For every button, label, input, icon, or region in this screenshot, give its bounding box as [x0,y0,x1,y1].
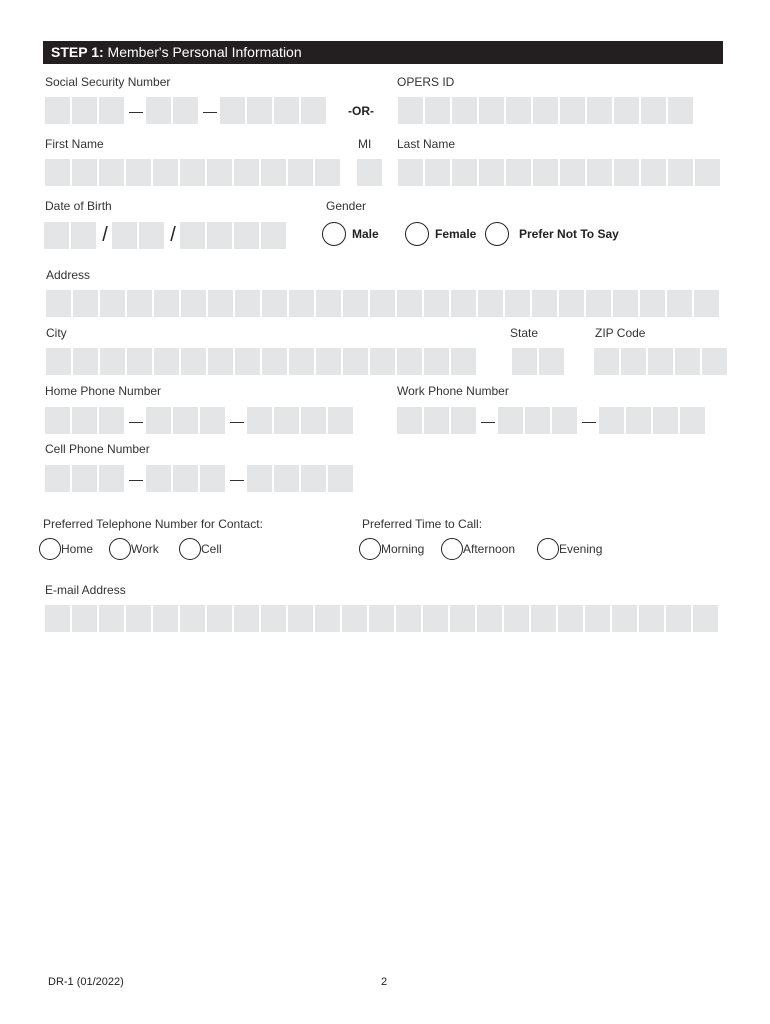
cell-phone-field[interactable] [45,465,355,492]
character-box[interactable] [450,605,475,632]
character-box[interactable] [72,605,97,632]
character-box[interactable] [451,348,476,375]
cell-phone-label: Cell Phone Number [45,442,150,456]
character-box[interactable] [477,605,502,632]
character-box[interactable] [289,290,314,317]
character-box[interactable] [675,348,700,375]
section-title: Member's Personal Information [107,44,302,60]
character-box[interactable] [100,290,125,317]
character-box[interactable] [274,407,299,434]
or-separator: -OR- [348,104,374,118]
last-name-label: Last Name [397,137,456,151]
character-box[interactable] [234,222,259,249]
character-box[interactable] [505,290,530,317]
radio-cell[interactable] [179,538,201,560]
time-afternoon-label: Afternoon [463,542,516,556]
city-field[interactable] [46,348,478,375]
character-box[interactable] [200,465,225,492]
preferred-contact-label: Preferred Telephone Number for Contact: [43,517,263,531]
character-box[interactable] [220,97,245,124]
page-number: 2 [381,976,388,988]
dash-separator: — [129,412,143,429]
state-label: State [510,326,539,340]
character-box[interactable] [702,348,727,375]
step-number: STEP 1: [51,44,104,60]
radio-prefer-not[interactable] [485,222,509,246]
character-box[interactable] [452,97,477,124]
ssn-field[interactable] [45,97,328,124]
character-box[interactable] [99,465,124,492]
character-box[interactable] [73,290,98,317]
slash-separator: / [102,224,108,246]
character-box[interactable] [274,97,299,124]
character-box[interactable] [274,465,299,492]
character-box[interactable] [424,407,449,434]
character-box[interactable] [539,348,564,375]
character-box[interactable] [153,605,178,632]
character-box[interactable] [315,159,340,186]
email-field[interactable] [45,605,720,632]
character-box[interactable] [208,290,233,317]
mi-field[interactable] [357,159,384,186]
time-option-afternoon[interactable] [441,538,515,560]
character-box[interactable] [301,465,326,492]
character-box[interactable] [599,407,624,434]
character-box[interactable] [99,605,124,632]
gender-prefer-not-label: Prefer Not To Say [519,227,619,241]
radio-work[interactable] [109,538,131,560]
character-box[interactable] [397,290,422,317]
character-box[interactable] [173,407,198,434]
character-box[interactable] [261,159,286,186]
character-box[interactable] [288,159,313,186]
character-box[interactable] [626,407,651,434]
first-name-label: First Name [45,137,104,151]
character-box[interactable] [45,605,70,632]
character-box[interactable] [532,290,557,317]
contact-work-label: Work [131,542,159,556]
character-box[interactable] [369,605,394,632]
character-box[interactable] [612,605,637,632]
character-box[interactable] [552,407,577,434]
character-box[interactable] [181,348,206,375]
contact-option-cell[interactable] [179,538,222,560]
character-box[interactable] [424,290,449,317]
character-box[interactable] [343,348,368,375]
character-box[interactable] [479,159,504,186]
character-box[interactable] [289,348,314,375]
opers-id-label: OPERS ID [397,75,455,89]
character-box[interactable] [301,97,326,124]
character-box[interactable] [146,407,171,434]
character-box[interactable] [498,407,523,434]
character-box[interactable] [559,290,584,317]
character-box[interactable] [397,348,422,375]
character-box[interactable] [585,605,610,632]
character-box[interactable] [695,159,720,186]
character-box[interactable] [44,222,69,249]
character-box[interactable] [621,348,646,375]
character-box[interactable] [173,97,198,124]
character-box[interactable] [247,465,272,492]
character-box[interactable] [72,159,97,186]
character-box[interactable] [639,605,664,632]
character-box[interactable] [504,605,529,632]
character-box[interactable] [99,159,124,186]
opers-id-field[interactable] [398,97,695,124]
character-box[interactable] [398,97,423,124]
character-box[interactable] [560,97,585,124]
preferred-time-label: Preferred Time to Call: [362,517,483,531]
character-box[interactable] [301,407,326,434]
contact-option-home[interactable] [39,538,93,560]
character-box[interactable] [533,159,558,186]
character-box[interactable] [127,290,152,317]
character-box[interactable] [99,407,124,434]
character-box[interactable] [560,159,585,186]
character-box[interactable] [343,290,368,317]
character-box[interactable] [72,407,97,434]
character-box[interactable] [45,465,70,492]
character-box[interactable] [71,222,96,249]
work-phone-label: Work Phone Number [397,384,509,398]
character-box[interactable] [235,290,260,317]
dash-separator: — [203,102,217,119]
character-box[interactable] [451,290,476,317]
character-box[interactable] [506,159,531,186]
radio-female[interactable] [405,222,429,246]
character-box[interactable] [586,290,611,317]
character-box[interactable] [694,290,719,317]
dob-label: Date of Birth [45,199,112,213]
character-box[interactable] [452,159,477,186]
radio-home[interactable] [39,538,61,560]
gender-option-male[interactable] [322,222,379,246]
time-option-morning[interactable] [359,538,424,560]
character-box[interactable] [680,407,705,434]
character-box[interactable] [316,348,341,375]
character-box[interactable] [73,348,98,375]
character-box[interactable] [640,290,665,317]
mi-label: MI [358,137,372,151]
character-box[interactable] [173,465,198,492]
time-evening-label: Evening [559,542,603,556]
radio-morning[interactable] [359,538,381,560]
character-box[interactable] [146,97,171,124]
character-box[interactable] [424,348,449,375]
character-box[interactable] [100,348,125,375]
character-box[interactable] [479,97,504,124]
character-box[interactable] [234,605,259,632]
dash-separator: — [129,470,143,487]
character-box[interactable] [533,97,558,124]
character-box[interactable] [370,290,395,317]
character-box[interactable] [641,159,666,186]
character-box[interactable] [262,290,287,317]
character-box[interactable] [316,290,341,317]
character-box[interactable] [425,159,450,186]
character-box[interactable] [234,159,259,186]
email-label: E-mail Address [45,583,126,597]
character-box[interactable] [262,348,287,375]
character-box[interactable] [112,222,137,249]
gender-female-label: Female [435,227,477,241]
zip-label: ZIP Code [595,326,646,340]
character-box[interactable] [207,222,232,249]
character-box[interactable] [587,97,612,124]
time-morning-label: Morning [381,542,425,556]
character-box[interactable] [342,605,367,632]
dob-field[interactable] [44,222,288,249]
character-box[interactable] [396,605,421,632]
character-box[interactable] [207,159,232,186]
zip-field[interactable] [594,348,729,375]
radio-afternoon[interactable] [441,538,463,560]
character-box[interactable] [72,465,97,492]
character-box[interactable] [666,605,691,632]
character-box[interactable] [594,348,619,375]
home-phone-label: Home Phone Number [45,384,162,398]
character-box[interactable] [46,348,71,375]
character-box[interactable] [668,97,693,124]
character-box[interactable] [587,159,612,186]
character-box[interactable] [261,222,286,249]
character-box[interactable] [181,290,206,317]
character-box[interactable] [235,348,260,375]
character-box[interactable] [531,605,556,632]
character-box[interactable] [653,407,678,434]
character-box[interactable] [328,465,353,492]
work-phone-field[interactable] [397,407,707,434]
state-field[interactable] [512,348,566,375]
character-box[interactable] [315,605,340,632]
character-box[interactable] [261,605,286,632]
gender-option-female[interactable] [405,222,476,246]
address-label: Address [46,268,91,282]
time-option-evening[interactable] [537,538,602,560]
character-box[interactable] [288,605,313,632]
home-phone-field[interactable] [45,407,355,434]
first-name-field[interactable] [45,159,342,186]
contact-home-label: Home [61,542,94,556]
character-box[interactable] [693,605,718,632]
character-box[interactable] [180,605,205,632]
character-box[interactable] [558,605,583,632]
gender-label: Gender [326,199,367,213]
character-box[interactable] [506,97,531,124]
character-box[interactable] [154,348,179,375]
dash-separator: — [129,102,143,119]
character-box[interactable] [126,605,151,632]
address-field[interactable] [46,290,721,317]
last-name-field[interactable] [398,159,722,186]
character-box[interactable] [478,290,503,317]
character-box[interactable] [370,348,395,375]
character-box[interactable] [641,97,666,124]
character-box[interactable] [45,407,70,434]
character-box[interactable] [328,407,353,434]
gender-male-label: Male [352,227,379,241]
character-box[interactable] [154,290,179,317]
character-box[interactable] [614,97,639,124]
character-box[interactable] [357,159,382,186]
form-id: DR-1 (01/2022) [48,976,124,988]
character-box[interactable] [45,159,70,186]
character-box[interactable] [72,97,97,124]
character-box[interactable] [200,407,225,434]
character-box[interactable] [613,290,638,317]
character-box[interactable] [126,159,151,186]
character-box[interactable] [127,348,152,375]
character-box[interactable] [46,290,71,317]
radio-male[interactable] [322,222,346,246]
character-box[interactable] [208,348,233,375]
ssn-label: Social Security Number [45,75,171,89]
section-header [43,41,723,64]
character-box[interactable] [512,348,537,375]
character-box[interactable] [180,222,205,249]
slash-separator: / [170,224,176,246]
character-box[interactable] [247,407,272,434]
dash-separator: — [481,412,495,429]
character-box[interactable] [139,222,164,249]
character-box[interactable] [146,465,171,492]
character-box[interactable] [153,159,178,186]
character-box[interactable] [614,159,639,186]
contact-cell-label: Cell [201,542,222,556]
character-box[interactable] [425,97,450,124]
gender-option-prefer-not[interactable] [485,222,619,246]
character-box[interactable] [99,97,124,124]
character-box[interactable] [667,290,692,317]
dash-separator: — [230,470,244,487]
character-box[interactable] [423,605,448,632]
character-box[interactable] [207,605,232,632]
city-label: City [46,326,67,340]
dash-separator: — [230,412,244,429]
character-box[interactable] [668,159,693,186]
dash-separator: — [582,412,596,429]
character-box[interactable] [45,97,70,124]
character-box[interactable] [451,407,476,434]
radio-evening[interactable] [537,538,559,560]
character-box[interactable] [525,407,550,434]
contact-option-work[interactable] [109,538,159,560]
character-box[interactable] [180,159,205,186]
character-box[interactable] [648,348,673,375]
character-box[interactable] [397,407,422,434]
character-box[interactable] [247,97,272,124]
character-box[interactable] [398,159,423,186]
